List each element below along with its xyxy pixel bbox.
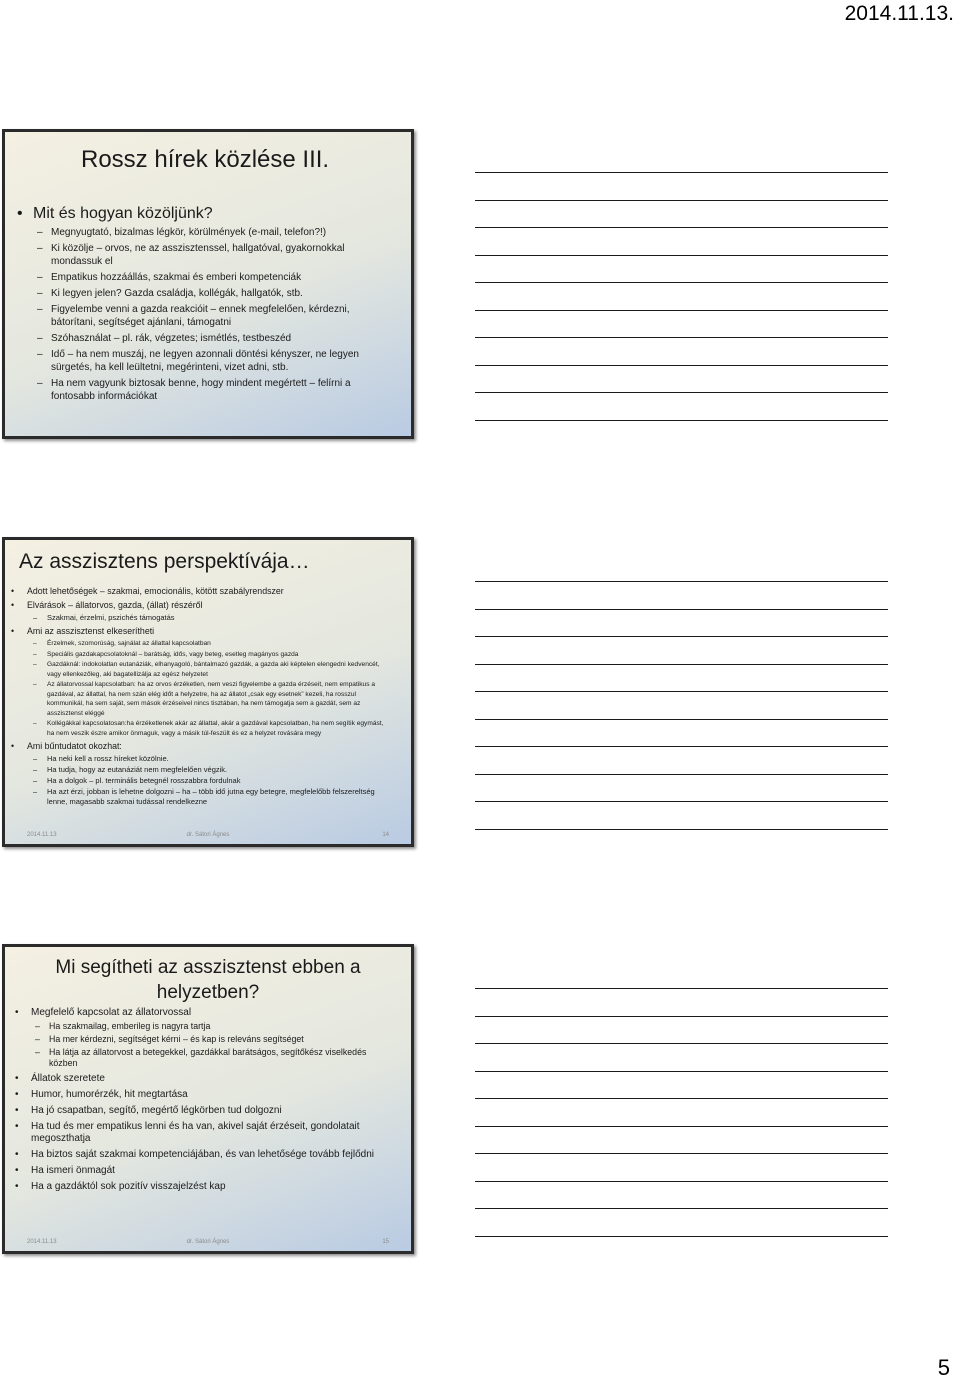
footer-date: 2014.11.13	[27, 832, 57, 838]
sub-item: – Speciális gazdakapcsolatoknál – barátság, idős, vagy beteg, esetleg magányos gazda	[47, 650, 387, 660]
slide-footer	[27, 1239, 389, 1245]
slide-title-line: helyzetben?	[156, 982, 260, 1003]
sub-item: – Az állatorvossal kapcsolatban: ha az orvos érzéketlen, nem veszi figyelembe a gazda érzéseit, nem empatikus a gazdával, az állattal, ha nem szán elég időt a helyzetre, ha az állatot „csak egy esetnek” kezeli, ha rosszul kommunikál, ha sem saját, sem mások érzéseivel nincs tisztában, ha nem támogatja sem a gazdát, sem az asszisztenst eléggé	[47, 680, 387, 718]
bullet-item: • Ha jó csapatban, segítő, megértő légkörben tud dolgozni	[31, 1105, 381, 1117]
slide-title: Az asszisztens perspektívája…	[19, 550, 310, 573]
sub-item: – Kollégákkal kapcsolatosan:ha érzéketlenek akár az állattal, akár a gazdával kapcsolatban, ha nem segítik egymást, ha nem veszik észre amikor önmaguk, vagy a másik túl-feszült és ez a helyzet rovására megy	[47, 719, 387, 738]
footer-slide-number: 15	[382, 1239, 389, 1245]
bullet-item	[33, 205, 387, 403]
notes-lines	[475, 581, 888, 856]
sub-list	[47, 639, 387, 738]
sub-item: – Ha a dolgok – pl. terminális betegnél rosszabbra fordulnak	[47, 776, 387, 786]
bullet-item	[27, 740, 387, 807]
sub-item: – Ki közölje – orvos, ne az asszisztenssel, hallgatóval, gyakornokkal mondassuk el	[51, 242, 387, 268]
slide-title	[5, 955, 411, 1005]
bullet-item: • Ha a gazdáktól sok pozitív visszajelzést kap	[31, 1181, 381, 1193]
bullet-text: Ami az asszisztenst elkeserítheti	[27, 626, 155, 636]
sub-item: – Empatikus hozzáállás, szakmai és emberi kompetenciák	[51, 271, 387, 284]
slide-title: Rossz hírek közlése III.	[81, 146, 330, 173]
sub-item: – Ha nem vagyunk biztosak benne, hogy mindent megértett – felírni a fontosabb információkat	[51, 377, 387, 403]
sub-item: – Ki legyen jelen? Gazda családja, kollégák, hallgatók, stb.	[51, 287, 387, 300]
sub-item: – Figyelembe venni a gazda reakcióit – ennek megfelelően, kérdezni, bátorítani, segítséget ajánlani, támogatni	[51, 303, 387, 329]
bullet-item: • Ha ismeri önmagát	[31, 1165, 381, 1177]
bullet-item	[31, 1007, 381, 1069]
bullet-text: Mit és hogyan közöljünk?	[33, 205, 213, 222]
bullet-text: Megfelelő kapcsolat az állatorvossal	[31, 1007, 192, 1018]
sub-item: – Gazdáknál: indokolatlan eutanáziák, elhanyagoló, bántalmazó gazdák, a gazda aki képtelen elengedni kedvencét, vagy ellenkezőleg, aki bagatellizálja az egész helyzetet	[47, 660, 387, 679]
slide-title-line: Mi segítheti az asszisztenst ebben a	[55, 957, 361, 978]
sub-item: – Megnyugtató, bizalmas légkör, körülmények (e-mail, telefon?!)	[51, 226, 387, 239]
sub-list	[47, 613, 387, 623]
sub-item: – Ha azt érzi, jobban is lehetne dolgozni – ha – több idő jutna egy betegre, megfelelőbb felszereltség lenne, magasabb szakmai tudással rendelkezne	[47, 787, 387, 807]
slide-14	[2, 537, 414, 847]
bullet-item	[27, 625, 387, 738]
slide-13	[2, 129, 414, 439]
bullet-item: • Humor, humorérzék, hit megtartása	[31, 1089, 381, 1101]
sub-item: – Szóhasználat – pl. rák, végzetes; ismétlés, testbeszéd	[51, 332, 387, 345]
page-number: 5	[937, 1355, 950, 1380]
notes-lines	[475, 172, 888, 447]
slide-footer	[27, 832, 389, 838]
sub-item: – Ha látja az állatorvost a betegekkel, gazdákkal barátságos, segítőkész viselkedés közben	[49, 1047, 381, 1069]
footer-author: dr. Sátori Ágnes	[186, 1239, 230, 1245]
sub-item: – Érzelmek, szomorúság, sajnálat az állattal kapcsolatban	[47, 639, 387, 649]
bullet-list	[33, 205, 387, 407]
bullet-item: • Ha tud és mer empatikus lenni és ha van, akivel saját érzéseit, gondolatait megoszthatja	[31, 1121, 381, 1145]
sub-item: – Ha neki kell a rossz híreket közölnie.	[47, 754, 387, 764]
footer-date: 2014.11.13	[27, 1239, 57, 1245]
bullet-list	[27, 585, 387, 809]
sub-item: – Ha mer kérdezni, segítséget kérni – és kap is releváns segítséget	[49, 1034, 381, 1045]
footer-author: dr. Sátori Ágnes	[186, 832, 230, 838]
bullet-text: Ami bűntudatot okozhat:	[27, 741, 122, 751]
sub-item: – Ha tudja, hogy az eutanáziát nem megfelelően végzik.	[47, 765, 387, 775]
bullet-list	[31, 1007, 381, 1197]
sub-item: – Ha szakmailag, emberileg is nagyra tartja	[49, 1021, 381, 1032]
bullet-item	[27, 599, 387, 623]
sub-list	[47, 754, 387, 807]
sub-list	[49, 1021, 381, 1069]
sub-item: – Idő – ha nem muszáj, ne legyen azonnali döntési kényszer, ne legyen sürgetés, ha kell leültetni, megérinteni, vizet adni, stb.	[51, 348, 387, 374]
sub-list	[51, 226, 387, 403]
bullet-item: • Ha biztos saját szakmai kompetenciájában, és van lehetősége tovább fejlődni	[31, 1149, 381, 1161]
header-date: 2014.11.13.	[844, 2, 954, 25]
sub-item: – Szakmai, érzelmi, pszichés támogatás	[47, 613, 387, 623]
slide-15	[2, 944, 414, 1254]
bullet-item: • Adott lehetőségek – szakmai, emocionális, kötött szabályrendszer	[27, 585, 387, 597]
bullet-item: • Állatok szeretete	[31, 1073, 381, 1085]
notes-lines	[475, 988, 888, 1263]
bullet-text: Elvárások – állatorvos, gazda, (állat) részéről	[27, 600, 203, 610]
footer-slide-number: 14	[382, 832, 389, 838]
